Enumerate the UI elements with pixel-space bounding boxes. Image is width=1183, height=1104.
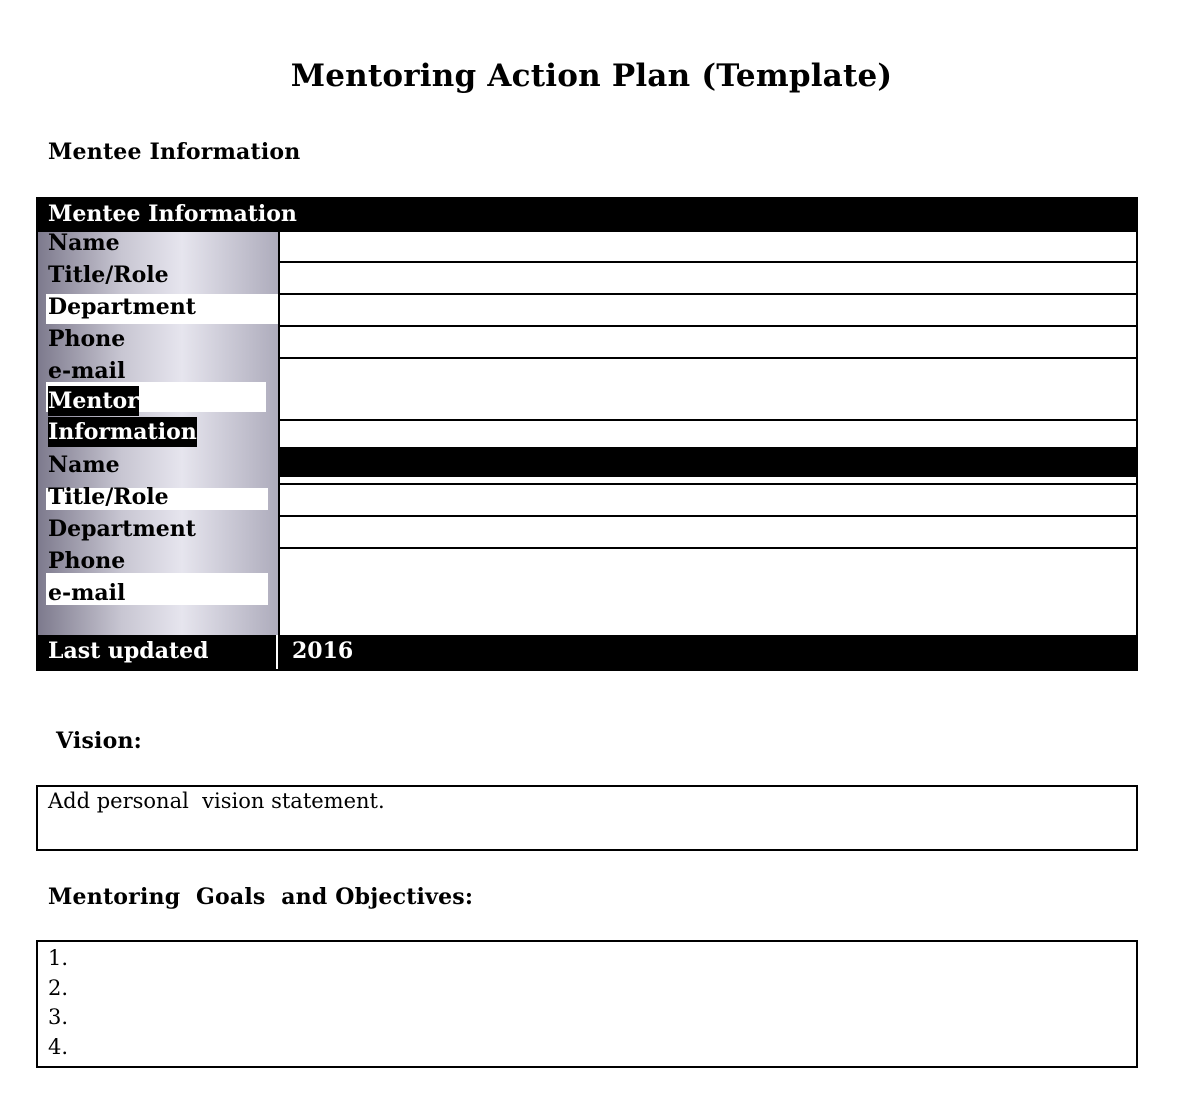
mentee-department-label: Department (48, 294, 196, 320)
mentee-section-heading: Mentee Information (48, 139, 301, 165)
row-divider (278, 357, 1136, 359)
last-updated-label: Last updated (48, 638, 209, 664)
goals-box (36, 940, 1138, 1068)
mentor-banner-line1: Mentor (48, 388, 139, 414)
table-banner: Mentee Information (38, 199, 1136, 232)
row-divider (278, 261, 1136, 263)
vision-box (36, 785, 1138, 851)
mentor-title-label: Title/Role (48, 484, 169, 510)
mentor-section-bar (278, 447, 1136, 477)
goal-item: 3. (48, 1005, 69, 1029)
row-divider (278, 293, 1136, 295)
last-updated-row (38, 635, 1136, 669)
mentee-email-label: e-mail (48, 358, 126, 384)
mentee-name-label: Name (48, 230, 120, 256)
mentor-phone-label: Phone (48, 548, 126, 574)
mentor-banner-line2: Information (48, 419, 197, 445)
goal-item: 1. (48, 946, 69, 970)
vision-heading: Vision: (56, 728, 142, 754)
info-table (36, 197, 1138, 671)
mentor-name-label: Name (48, 452, 120, 478)
mentee-phone-label: Phone (48, 326, 126, 352)
row-divider (278, 325, 1136, 327)
row-divider (278, 547, 1136, 549)
goal-item: 2. (48, 975, 69, 1000)
goal-item: 4. (48, 1034, 69, 1059)
mentor-email-label: e-mail (48, 580, 126, 606)
goals-heading: Mentoring Goals and Objectives: (48, 884, 474, 910)
column-divider (276, 635, 278, 669)
mentee-title-label: Title/Role (48, 262, 169, 288)
value-column (278, 232, 1136, 637)
label-column (38, 232, 280, 637)
row-divider (278, 419, 1136, 421)
row-divider (278, 515, 1136, 517)
row-divider (278, 483, 1136, 485)
last-updated-value: 2016 (292, 638, 354, 664)
vision-text: Add personal vision statement. (48, 789, 385, 813)
mentor-department-label: Department (48, 516, 196, 542)
page-title: Mentoring Action Plan (Template) (290, 58, 893, 94)
